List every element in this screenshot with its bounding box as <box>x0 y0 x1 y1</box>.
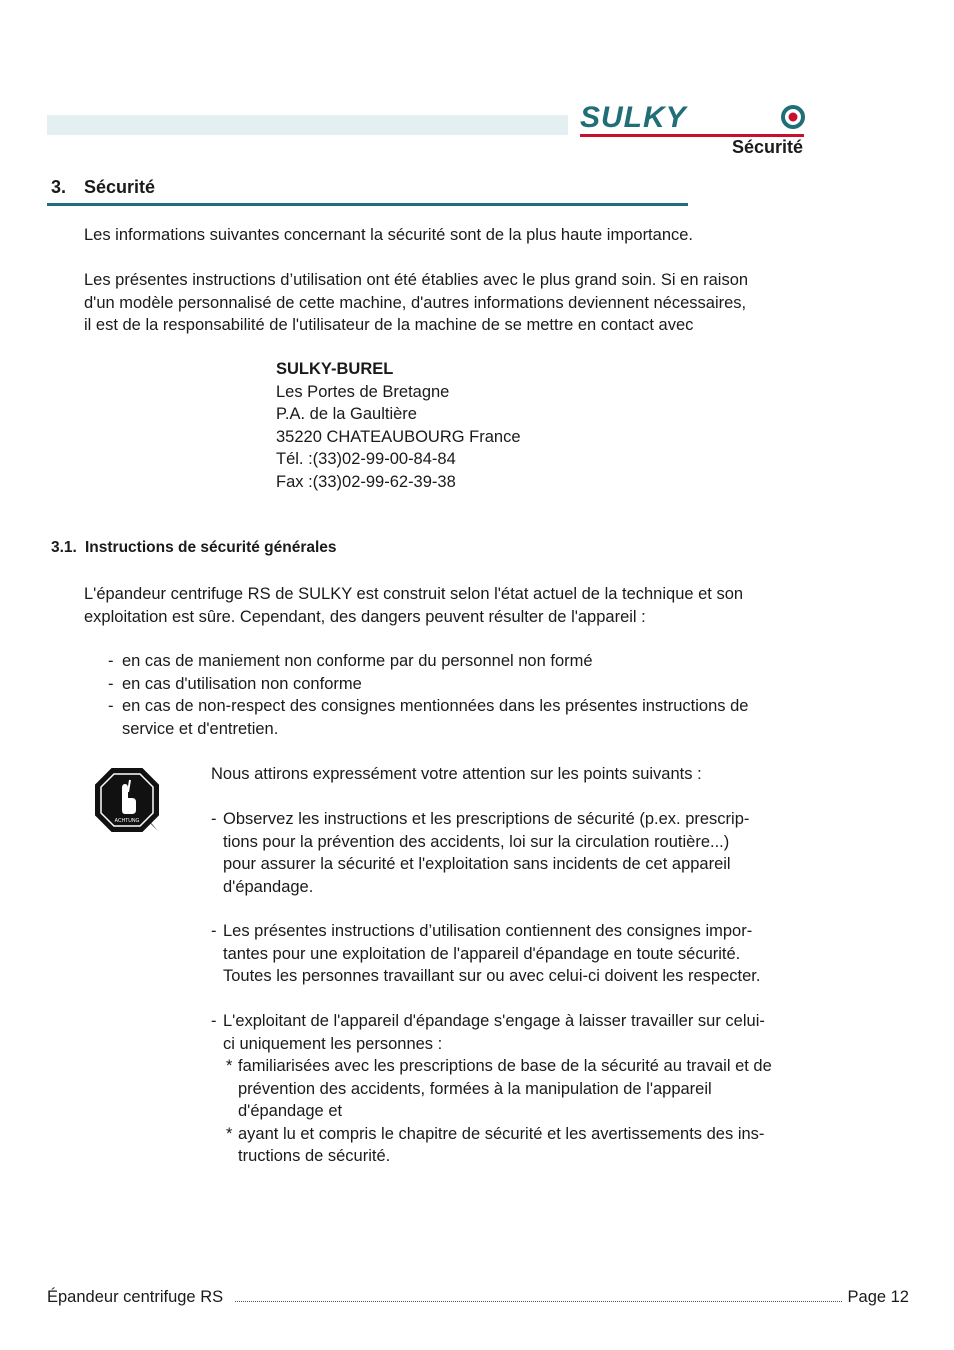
footer-title: Épandeur centrifuge RS <box>47 1288 224 1306</box>
subsection-title: Instructions de sécurité générales <box>85 539 337 556</box>
sub-bullet: * familiarisées avec les prescriptions de base de la sécurité au travail et de prévention des accidents, formées à la manipulation de l'appareil d'épandage et <box>226 1057 772 1120</box>
section-heading <box>51 177 155 198</box>
page-number: Page 12 <box>847 1288 909 1306</box>
list-item: - en cas de maniement non conforme par du personnel non formé <box>108 652 593 670</box>
footer-leader-dots <box>235 1300 841 1302</box>
intro-line: Les présentes instructions d’utilisation ont été établies avec le plus grand soin. Si en raison <box>84 271 749 289</box>
contact-address <box>276 358 521 493</box>
brand-text: SULKY <box>580 101 687 134</box>
paragraph-line: L'épandeur centrifuge RS de SULKY est construit selon l'état actuel de la technique et son <box>84 585 744 603</box>
intro-line: d'un modèle personnalisé de cette machine, d'autres informations deviennent nécessaires, <box>84 293 747 312</box>
attention-point: - Observez les instructions et les prescriptions de sécurité (p.ex. prescrip- tions pour la prévention des accidents, loi sur la circulation routière...) pour assurer la sécurité et l'exploitation sans incidents de cet appareil d'épandage. <box>211 810 750 896</box>
subsection-number: 3.1. <box>51 539 77 556</box>
subsection-heading <box>51 539 337 557</box>
section-label: Sécurité <box>731 137 803 157</box>
intro-paragraph-1: Les informations suivantes concernant la sécurité sont de la plus haute importance. <box>84 226 694 244</box>
sulky-logo <box>578 100 808 140</box>
paragraph-line: exploitation est sûre. Cependant, des dangers peuvent résulter de l'appareil : <box>84 607 646 626</box>
fax: Fax :(33)02-99-62-39-38 <box>276 472 456 491</box>
address-line: P.A. de la Gaultière <box>276 405 417 423</box>
address-line: 35220 CHATEAUBOURG France <box>276 427 521 446</box>
intro-paragraph-2 <box>84 269 748 337</box>
page-footer <box>47 1288 909 1307</box>
attention-point: - L'exploitant de l'appareil d'épandage s'engage à laisser travailler sur celui- ci uniquement les personnes : * familiarisées avec les prescriptions de base de la sécurité au travail et de prévention des accidents, formées à la manipulation de l'appareil d'épandage et * ayant lu et compris le chapitre de sécurité et les avertissements des ins- tructions de sécurité. <box>211 1010 831 1168</box>
telephone: Tél. :(33)02-99-00-84-84 <box>276 450 456 468</box>
achtung-label: ACHTUNG <box>114 818 140 824</box>
heading-rule <box>47 203 688 206</box>
general-paragraph <box>84 583 743 628</box>
header-bar <box>47 115 568 135</box>
attention-intro: Nous attirons expressément votre attention sur les points suivants : <box>211 765 702 783</box>
attention-hand-icon <box>92 766 162 836</box>
section-number: 3. <box>51 177 67 197</box>
attention-point: - Les présentes instructions d’utilisation contiennent des consignes impor- tantes pour une exploitation de l'appareil d'épandage en toute sécurité. Toutes les personnes travaillant sur ou avec celui-ci doivent les respecter. <box>211 922 761 985</box>
address-line: Les Portes de Bretagne <box>276 382 450 401</box>
list-item: - en cas de non-respect des consignes mentionnées dans les présentes instructions de service et d'entretien. <box>108 697 749 738</box>
intro-line: il est de la responsabilité de l'utilisateur de la machine de se mettre en contact avec <box>84 316 694 334</box>
list-item: - en cas d'utilisation non conforme <box>108 674 362 693</box>
sub-bullet: * ayant lu et compris le chapitre de sécurité et les avertissements des ins- tructions de sécurité. <box>226 1124 765 1165</box>
company-name: SULKY-BUREL <box>276 360 394 378</box>
danger-list <box>108 650 828 740</box>
section-title: Sécurité <box>84 177 156 197</box>
